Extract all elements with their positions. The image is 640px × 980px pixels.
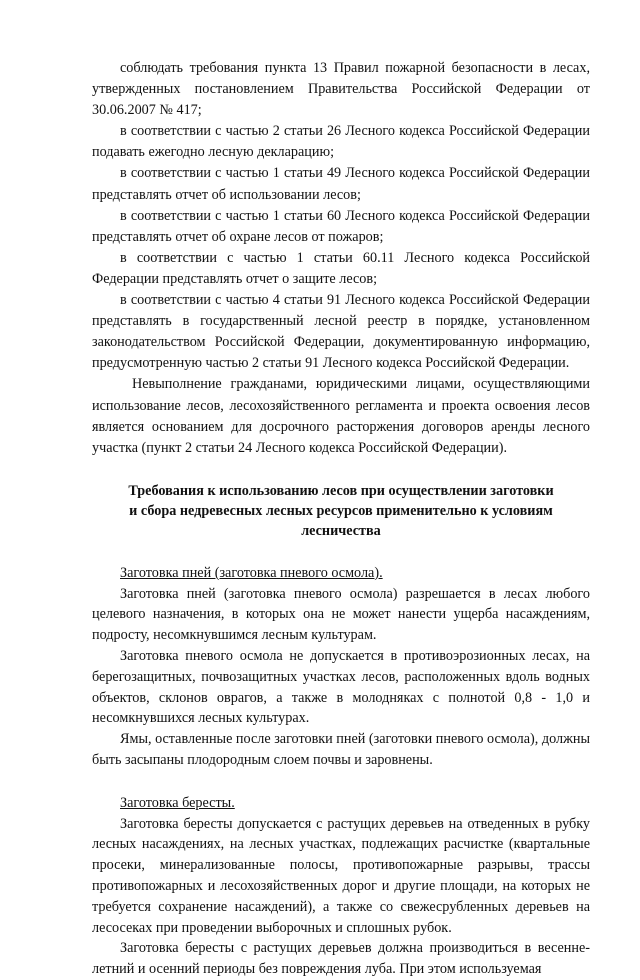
paragraph-forest-declaration: в соответствии с частью 2 статьи 26 Лесного кодекса Российской Федерации подавать ежегодно лесную декларацию; — [92, 123, 590, 161]
paragraph-forest-protection-report: в соответствии с частью 1 статьи 60.11 Лесного кодекса Российской Федерации представлять отчет о защите лесов; — [92, 249, 590, 287]
paragraph-stump-pits: Ямы, оставленные после заготовки пней (заготовки пневого осмола), должны быть засыпаны плодородным слоем почвы и заровнены. — [92, 731, 591, 768]
heading-line-2: и сбора недревесных лесных ресурсов применительно к условиям лесничества — [129, 502, 553, 539]
paragraph-fire-protection-report: в соответствии с частью 1 статьи 60 Лесного кодекса Российской Федерации представлять отчет об охране лесов от пожаров; — [92, 207, 590, 245]
paragraph-lease-termination: Невыполнение гражданами, юридическими лицами, осуществляющими использование лесов, лесохозяйственного регламента и проекта освоения лесов является основанием для досрочного расторжения договоров аренды лесного участка (пункт 2 статьи 24 Лесного кодекса Российской Федерации). — [92, 376, 590, 456]
section-heading — [92, 481, 590, 541]
paragraph-birch-bark-allowed: Заготовка бересты допускается с растущих деревьев на отведенных в рубку лесных насаждениях, на лесных участках, подлежащих расчистке (квартальные просеки, минерализованные полосы, противопожарные разрывы, трассы противопожарных и лесохозяйственных дорог и другие площади, на которых не требуется сохранение насаждений), а также со свежесрубленных деревьев на лесосеках при проведении выборочных и сплошных рубок. — [92, 815, 590, 936]
subtitle-birch-bark: Заготовка бересты. — [120, 794, 235, 811]
paragraph-fire-safety: соблюдать требования пункта 13 Правил пожарной безопасности в лесах, утвержденных постановлением Правительства Российской Федерации от 30.06.2007 № 417; — [92, 60, 590, 119]
subtitle-stump-harvest: Заготовка пней (заготовка пневого осмола). — [120, 564, 383, 581]
paragraph-birch-bark-season: Заготовка бересты с растущих деревьев должна производиться в весенне-летний и осенний периоды без повреждения луба. При этом используемая — [92, 940, 590, 978]
requirements-block — [92, 563, 590, 980]
section-gap — [92, 771, 590, 793]
document-content — [92, 58, 590, 980]
paragraph-forest-use-report: в соответствии с частью 1 статьи 49 Лесного кодекса Российской Федерации представлять отчет об использовании лесов; — [92, 165, 590, 203]
paragraph-stump-allowed: Заготовка пней (заготовка пневого осмола) разрешается в лесах любого целевого назначения, в которых она не может нанести ущерба насаждениям, подросту, несомкнувшимся лесным культурам. — [92, 585, 590, 644]
heading-line-1: Требования к использованию лесов при осуществлении заготовки — [128, 482, 554, 499]
obligations-block — [92, 58, 590, 459]
paragraph-forest-registry: в соответствии с частью 4 статьи 91 Лесного кодекса Российской Федерации представлять в государственный лесной реестр в порядке, установленном законодательством Российской Федерации, документированную информацию, предусмотренную частью 2 статьи 91 Лесного кодекса Российской Федерации. — [92, 292, 590, 372]
paragraph-stump-prohibited: Заготовка пневого осмола не допускается в противоэрозионных лесах, на берегозащитных, почвозащитных участках лесов, расположенных вдоль водных объектов, склонов оврагов, а также в молодняках с полнотой 0,8 - 1,0 и несомкнувшихся лесных культурах. — [92, 647, 590, 727]
